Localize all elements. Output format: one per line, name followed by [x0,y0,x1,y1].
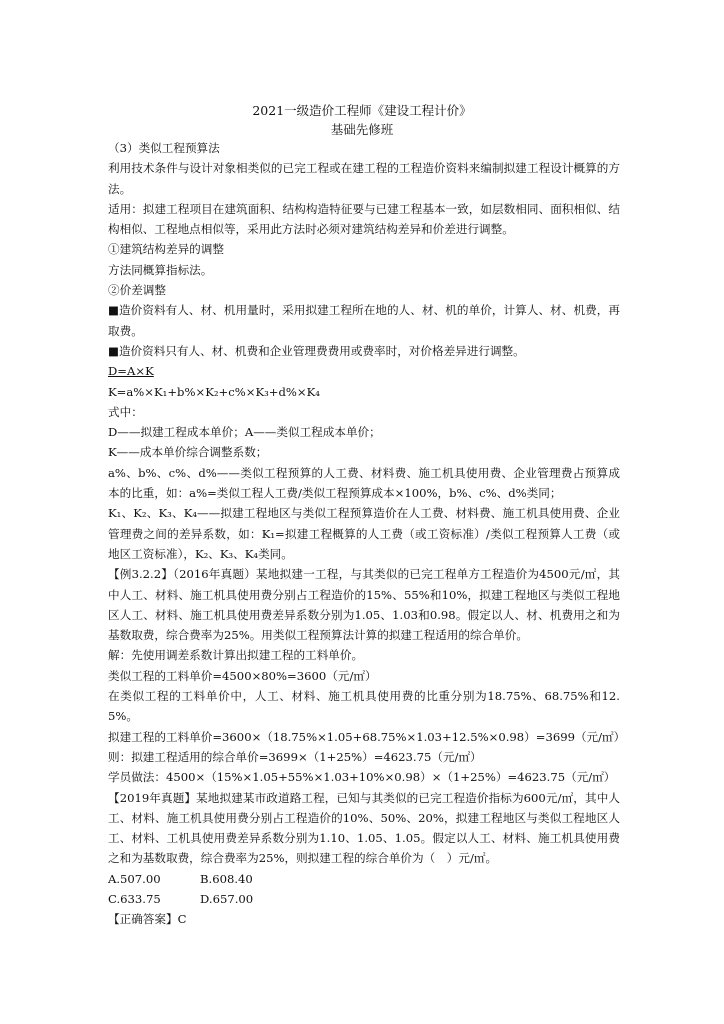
definition-d: D——拟建工程成本单价；A——类似工程成本单价； [108,425,381,440]
options-row [108,869,620,889]
solution-step: 学员做法：4500×（15%×1.05+55%×1.03+10%×0.98）×（1+25%）=4623.75（元/㎡） [108,770,616,785]
option-c: C.633.75 [108,891,161,906]
formula-k: K=a%×K₁+b%×K₂+c%×K₃+d%×K₄ [108,384,320,399]
options-row [108,889,620,909]
example-paragraph: 【例3.2.2】（2016年真题）某地拟建一工程，与其类似的已完工程单方工程造价为4500元/㎡，其中人工、材料、施工机具使用费分别占工程造价的15%、55%和10%，拟建工程地区与类似工程地区人工、材料、施工机具使用费差异系数分别为1.05、1.03和0.98。假定以人、材、机费用之和为基数取费，综合费率为25%。用类似工程预算法计算的拟建工程适用的综合单价。 [108,567,620,643]
solution-step: 则：拟建工程适用的综合单价=3699×（1+25%）=4623.75（元/㎡） [108,749,482,764]
where-label: 式中： [108,404,143,419]
document-title: 2021一级造价工程师《建设工程计价》 [252,103,472,118]
bullet-paragraph: ■造价资料只有人、材、机费和企业管理费费用或费率时，对价格差异进行调整。 [108,343,525,358]
exam-question: 【2019年真题】某地拟建某市政道路工程，已知与其类似的已完工程造价指标为600元/㎡，其中人工、材料、施工机具使用费分别占工程造价的10%、50%、20%，拟建工程地区与类似工程地区人工、材料、工机具使用费差异系数分别为1.10、1.05、1.05。假定以人工、材料、施工机具使用费之和为基数取费，综合费率为25%，则拟建工程的综合单价为（ ）元/㎡。 [108,790,620,866]
scope-paragraph: 适用：拟建工程项目在建筑面积、结构构造特征要与已建工程基本一致，如层数相同、面积相似、结构相似、工程地点相似等，采用此方法时必须对建筑结构差异和价差进行调整。 [108,201,620,237]
document-subtitle: 基础先修班 [330,122,394,137]
subsection-1-heading: ①建筑结构差异的调整 [108,242,224,257]
option-a: A.507.00 [108,871,161,886]
solution-step: 拟建工程的工料单价=3600×（18.75%×1.05+68.75%×1.03+12.5%×0.98）=3699（元/㎡） [108,729,626,744]
section-heading: （3）类似工程预算法 [108,141,220,155]
document-body [108,138,626,930]
option-b: B.608.40 [200,871,253,886]
option-d: D.657.00 [200,891,254,906]
bullet-paragraph: ■造价资料有人、材、机用量时，采用拟建工程所在地的人、材、机的单价，计算人、材、机费，再取费。 [108,303,620,338]
subsection-2-heading: ②价差调整 [108,283,166,298]
definition-k: K——成本单价综合调整系数； [108,445,268,460]
solution-step: 在类似工程的工料单价中，人工、材料、施工机具使用费的比重分别为18.75%、68.75%和12.5%。 [108,689,620,724]
formula-d: D=A×K [108,364,154,379]
subsection-1-text: 方法同概算指标法。 [108,262,213,277]
correct-answer: 【正确答案】C [108,912,187,927]
solution-intro: 解：先使用调差系数计算出拟建工程的工料单价。 [108,648,364,663]
solution-step: 类似工程的工料单价=4500×80%=3600（元/㎡） [108,668,377,683]
definition-k1: K₁、K₂、K₃、K₄——拟建工程地区与类似工程预算造价在人工费、材料费、施工机具使用费、企业管理费之间的差异系数，如：K₁=拟建工程概算的人工费（或工资标准）/类似工程预算人工费（或地区工资标准），K₂、K₃、K₄类同。 [108,506,620,561]
definition-abcd: a%、b%、c%、d%——类似工程预算的人工费、材料费、施工机具使用费、企业管理费占预算成本的比重，如：a%=类似工程人工费/类似工程预算成本×100%，b%、c%、d%类同； [108,465,620,501]
definition-paragraph: 利用技术条件与设计对象相类似的已完工程或在建工程的工程造价资料来编制拟建工程设计概算的方法。 [108,161,620,196]
